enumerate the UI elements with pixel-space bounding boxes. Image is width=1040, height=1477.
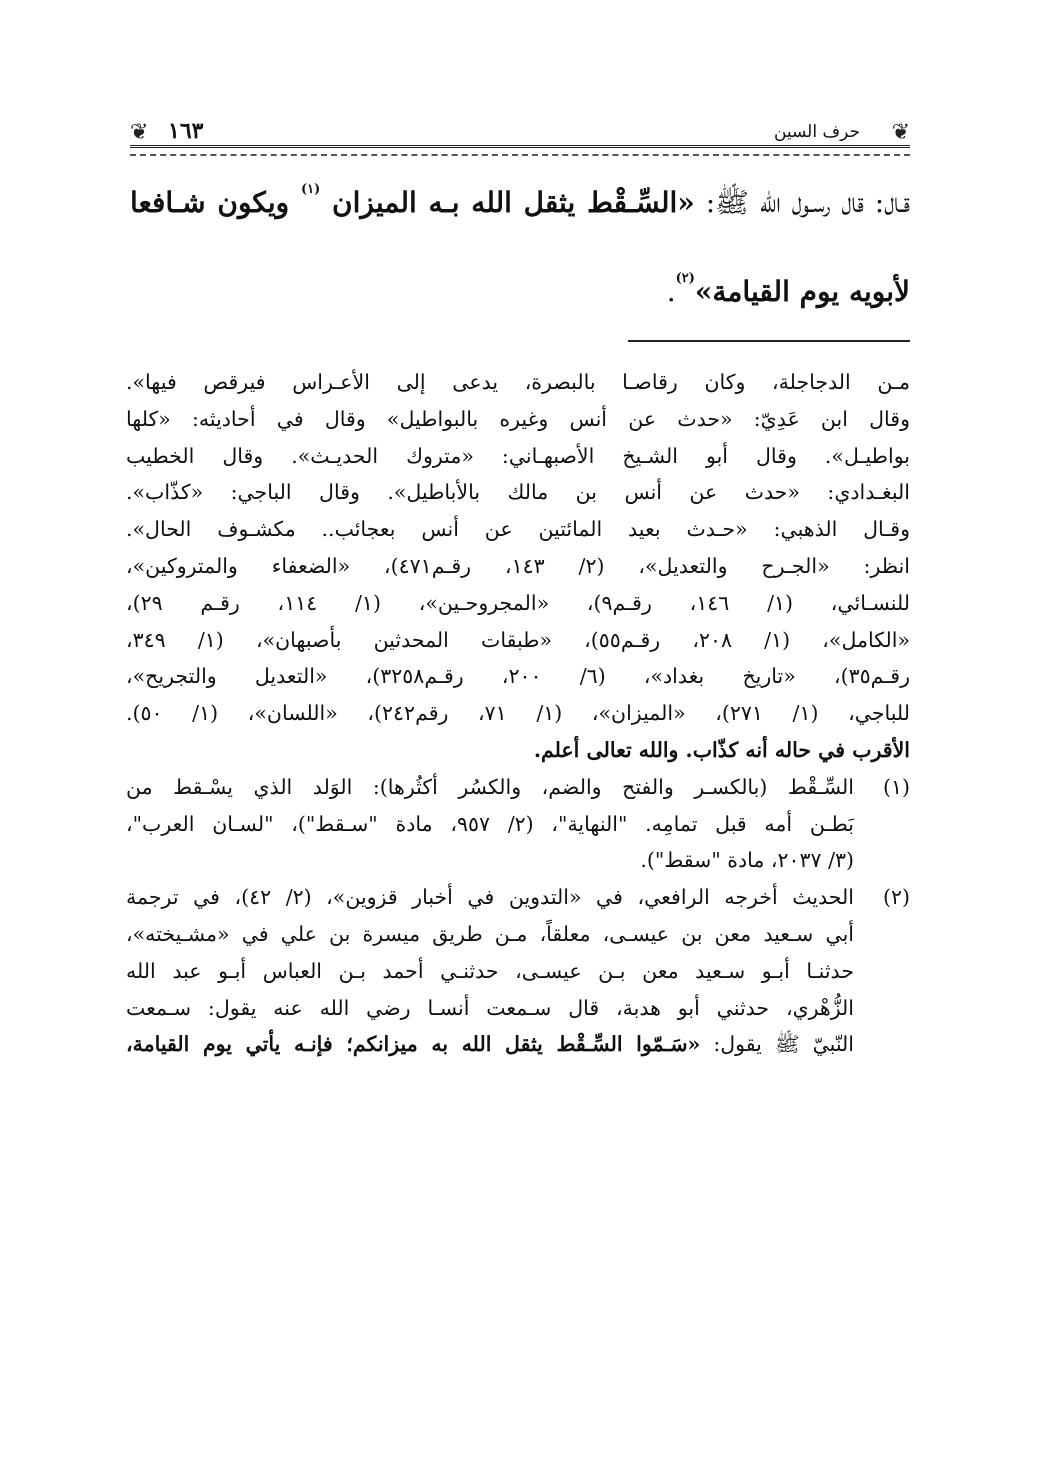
footnote-2-line: أبي سـعيد معن بن عيسـى، معلقاً، مـن طريق ميسرة بن علي في «مشـيخته»، [126,921,854,946]
note-line: مـن الدجاجلة، وكان رقاصـا بالبصرة، يدعى إلى الأعـراس فيرقص فيها». [126,370,910,394]
footnotes [126,364,910,1063]
header-dashed-rule [130,154,910,156]
ornament-left-icon: ❦ [130,120,149,145]
note-line: «الكامل»، (١/ ٢٠٨، رقـم٥٥)، «طبقات المحدثين بأصبهان»، (١/ ٣٤٩، [126,627,910,652]
running-title: حرف السين [773,122,860,142]
note-line: رقـم٣٥)، «تاريخ بغداد»، (٦/ ٢٠٠، رقـم٣٢٥٨)، «التعديل والتجريح»، [126,664,910,689]
note-conclusion [126,732,910,769]
footnote-2-last-plain: النّبيّ ﷺ يقول: [700,1032,854,1057]
footnote-separator [628,340,910,342]
hadith-text-cont: ويكون شـافعا [130,186,301,219]
footnote-2-number: (٢) [882,885,910,910]
note-line: وقـال الذهبي: «حـدث بعيد المائتين عن أنس بعجائب.. مكشـوف الحال». [126,517,910,542]
narration-intro: قـال: قال رسـول الله ﷺ: [694,186,910,219]
footnote-2-hadith: «سَـمّوا السِّـقْط يثقل الله به ميزانكم؛ فإنـه يأتي يوم القيامة، [126,1032,701,1057]
footnote-2-line [126,1026,854,1063]
note-line: وقال ابن عَدِيّ: «حدث عن أنس وغيره بالبواطيل» وقال في أحاديثه: «كلها [126,406,910,431]
footnote-1-number: (١) [882,774,910,799]
footnote-1-line: (٣/ ٢٠٣٧، مادة "سقط"). [640,848,854,873]
footnote-1-line: بَطـن أمه قبل تمامِه. "النهاية"، (٢/ ٩٥٧، مادة "سـقط")، "لسـان العرب"، [126,811,854,836]
sentence-end: . [666,275,676,308]
footnote-1-line: السِّـقْط (بالكسـر والفتح والضم، والكسُر أكثُرها): الوَلد الذي يسْـقط من [126,774,854,799]
footnote-2-line: حدثنـا أبـو سـعيد معن بـن عيسـى، حدثنـي أحمد بـن العباس أبـو عبد الله [126,958,854,983]
note-line: انظر: «الجـرح والتعديل»، (٢/ ١٤٣، رقـم٤٧١)، «الضعفاء والمتروكين»، [126,553,910,578]
footnote-ref-1: (١) [300,182,321,197]
footnote-2-line: الزُّهْري، حدثني أبو هدبة، قال سـمعت أنسـا رضي الله عنه يقول: سـمعت [126,995,854,1020]
footnote-1 [126,769,910,879]
ornament-right-icon: ❦ [891,120,910,145]
hadith-line-1 [130,183,910,223]
footnote-2-line: الحديث أخرجه الرافعي، في «التدوين في أخبار قزوين»، (٢/ ٤٢)، في ترجمة [126,885,854,910]
conclusion-text: الأقرب في حاله أنه كذّاب. والله تعالى أعلم. [533,737,910,762]
note-line: للباجي، (١/ ٢٧١)، «الميزان»، (١/ ٧١، رقم٢٤٢)، «اللسان»، (١/ ٥٠). [126,701,910,726]
hadith-text: «السِّـقْط يثقل الله بـه الميزان [320,186,695,219]
header-rule [130,145,910,148]
note-line: للنسـائي، (١/ ١٤٦، رقـم٩)، «المجروحـين»، (١/ ١١٤، رقـم ٢٩)، [126,590,910,615]
hadith-line-2 [130,272,910,312]
page-number: ١٦٣ [168,118,204,144]
footnote-ref-2: (٢) [675,271,695,286]
footnote-2 [126,879,910,1063]
hadith-text-end: لأبويه يوم القيامة» [694,275,910,308]
note-line: البغـدادي: «حدث عن أنس بن مالك بالأباطيل». وقال الباجي: «كذّاب». [126,480,910,505]
note-line: بواطيـل». وقال أبو الشـيخ الأصبهـاني: «متروك الحديـث». وقال الخطيب [126,443,910,468]
